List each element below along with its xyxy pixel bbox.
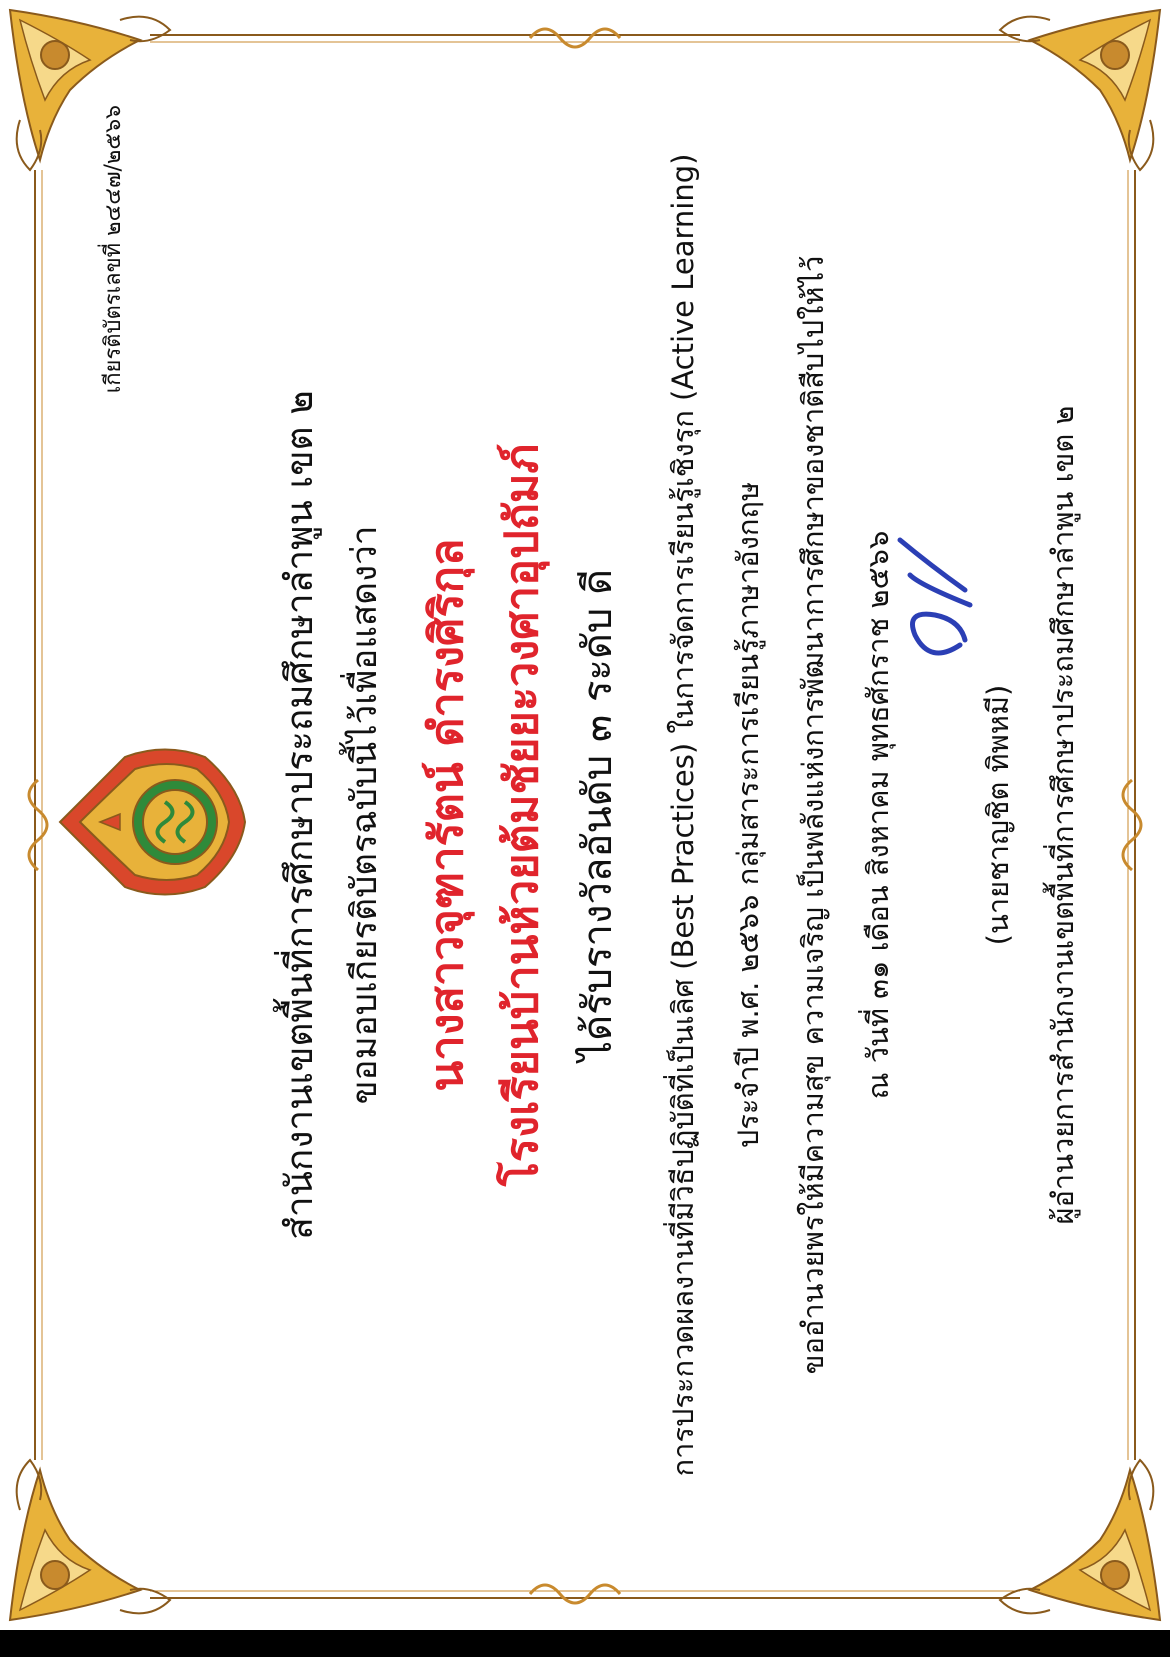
school-name: โรงเรียนบ้านห้วยต้มชัยยะวงศาอุปถัมภ์: [495, 443, 548, 1187]
certificate-number: เกียรติบัตรเลขที่ ๒๔๔๗/๒๕๖๖: [101, 105, 126, 394]
blessing-line: ขออำนวยพรให้มีความสุข ความเจริญ เป็นพลังแห่งการพัฒนาการศึกษาของชาติสืบไปให้ไว้: [796, 255, 830, 1375]
year-line: ประจำปี พ.ศ. ๒๕๖๖ กลุ่มสาระการเรียนรู้ภาษาอังกฤษ: [731, 481, 765, 1149]
award-line: ได้รับรางวัลอันดับ ๓ ระดับ ดี: [575, 569, 621, 1061]
signer-name: (นายชาญชิต ทิพหมี): [981, 684, 1015, 946]
contest-line: การประกวดผลงานที่มีวิธีปฏิบัติที่เป็นเลิศ (Best Practices) ในการจัดการเรียนรู้เชิงรุก (Active Learning): [666, 153, 700, 1477]
education-office-seal-icon: [55, 737, 250, 907]
certificate-content: [45, 55, 1105, 1575]
date-line: ณ วันที่ ๓๑ เดือน สิงหาคม พุทธศักราช ๒๕๖๖: [861, 530, 895, 1100]
handwritten-signature-icon: [890, 525, 985, 675]
bottom-black-band: [0, 1630, 1170, 1657]
issuer-line: สำนักงานเขตพื้นที่การศึกษาประถมศึกษาลำพูน เขต ๒: [278, 390, 321, 1240]
grant-line: ขอมอบเกียรติบัตรฉบับนี้ไว้เพื่อแสดงว่า: [345, 525, 385, 1105]
recipient-name: นางสาวจุฑารัตน์ ดำรงศิริกุล: [420, 538, 473, 1092]
signer-title: ผู้อำนวยการสำนักงานเขตพื้นที่การศึกษาประถมศึกษาลำพูน เขต ๒: [1046, 405, 1080, 1225]
